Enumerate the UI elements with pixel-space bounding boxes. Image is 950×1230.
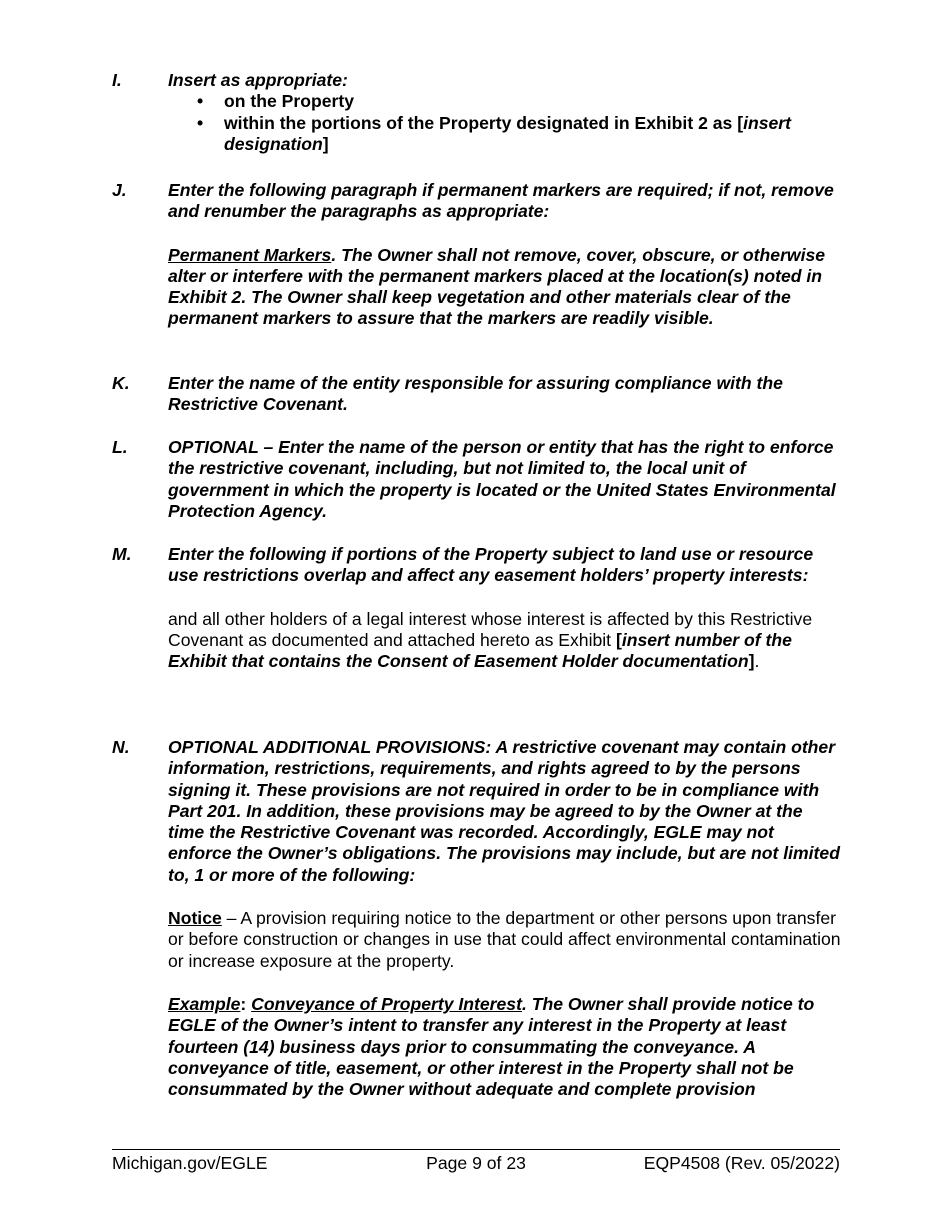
item-heading: Enter the following paragraph if permanent markers are required; if not, remove and renumber the paragraphs as appropriate: [168,180,834,222]
item-m [112,544,842,672]
item-n [112,737,842,1100]
example-label: Example [168,993,241,1014]
footer-page-number: Page 9 of 23 [426,1153,526,1173]
page-footer [112,1149,840,1173]
example-paragraph: Example: Conveyance of Property Interest. The Owner shall provide notice to EGLE of the Owner’s intent to transfer any interest in the Property at least fourteen (14) business days prior to consummating the conveyance. A conveyance of title, easement, or other interest in the Property shall not be consummated by the Owner without adequate and complete provision [168,993,815,1100]
permanent-markers-title: Permanent Markers [168,244,332,265]
bullet-list [168,91,842,155]
example-title: Conveyance of Property Interest [251,993,522,1014]
item-letter: I. [112,70,122,90]
bullet-on-property: • on the Property [168,91,842,112]
notice-title: Notice [168,908,222,929]
footer-website: Michigan.gov/EGLE [112,1153,268,1173]
item-j [112,180,842,330]
item-heading: Insert as appropriate: [168,70,348,90]
notice-paragraph: Notice – A provision requiring notice to the department or other persons upon transfer or before construction or changes in use that could affect environmental contamination or increase exposure at the property. [168,908,841,971]
item-letter: N. [112,737,130,757]
permanent-markers-paragraph: Permanent Markers. The Owner shall not remove, cover, obscure, or otherwise alter or interfere with the permanent markers placed at the location(s) noted in Exhibit 2. The Owner shall keep vegetation and other materials clear of the permanent markers to assure that the markers are readily visible. [168,244,826,329]
item-heading: OPTIONAL ADDITIONAL PROVISIONS: A restrictive covenant may contain other information, restrictions, requirements, and rights agreed to by the persons signing it. These provisions are not required in order to be in compliance with Part 201. In addition, these provisions may be agreed to by the Owner at the time the Restrictive Covenant was recorded. Accordingly, EGLE may not enforce the Owner’s obligations. The provisions may include, but are not limited to, 1 or more of the following: [168,737,840,885]
item-heading: Enter the name of the entity responsible for assuring compliance with the Restrictive Covenant. [168,373,783,415]
item-l [112,437,842,522]
item-i [112,70,842,155]
easement-paragraph: and all other holders of a legal interest whose interest is affected by this Restrictive Covenant as documented and attached hereto as Exhibit [insert number of the Exhibit that contains the Consent of Easement Holder documentation]. [168,608,813,672]
item-heading: Enter the following if portions of the Property subject to land use or resource use restrictions overlap and affect any easement holders’ property interests: [168,544,814,586]
bullet-portions: • within the portions of the Property designated in Exhibit 2 as [insert designation] [168,113,842,156]
item-letter: M. [112,544,132,564]
item-letter: K. [112,373,130,393]
footer-form-id: EQP4508 (Rev. 05/2022) [643,1153,840,1173]
item-heading: OPTIONAL – Enter the name of the person or entity that has the right to enforce the restrictive covenant, including, but not limited to, the local unit of government in which the property is located or the United States Environmental Protection Agency. [168,437,836,521]
item-letter: L. [112,437,128,457]
item-letter: J. [112,180,127,200]
item-k [112,373,842,416]
